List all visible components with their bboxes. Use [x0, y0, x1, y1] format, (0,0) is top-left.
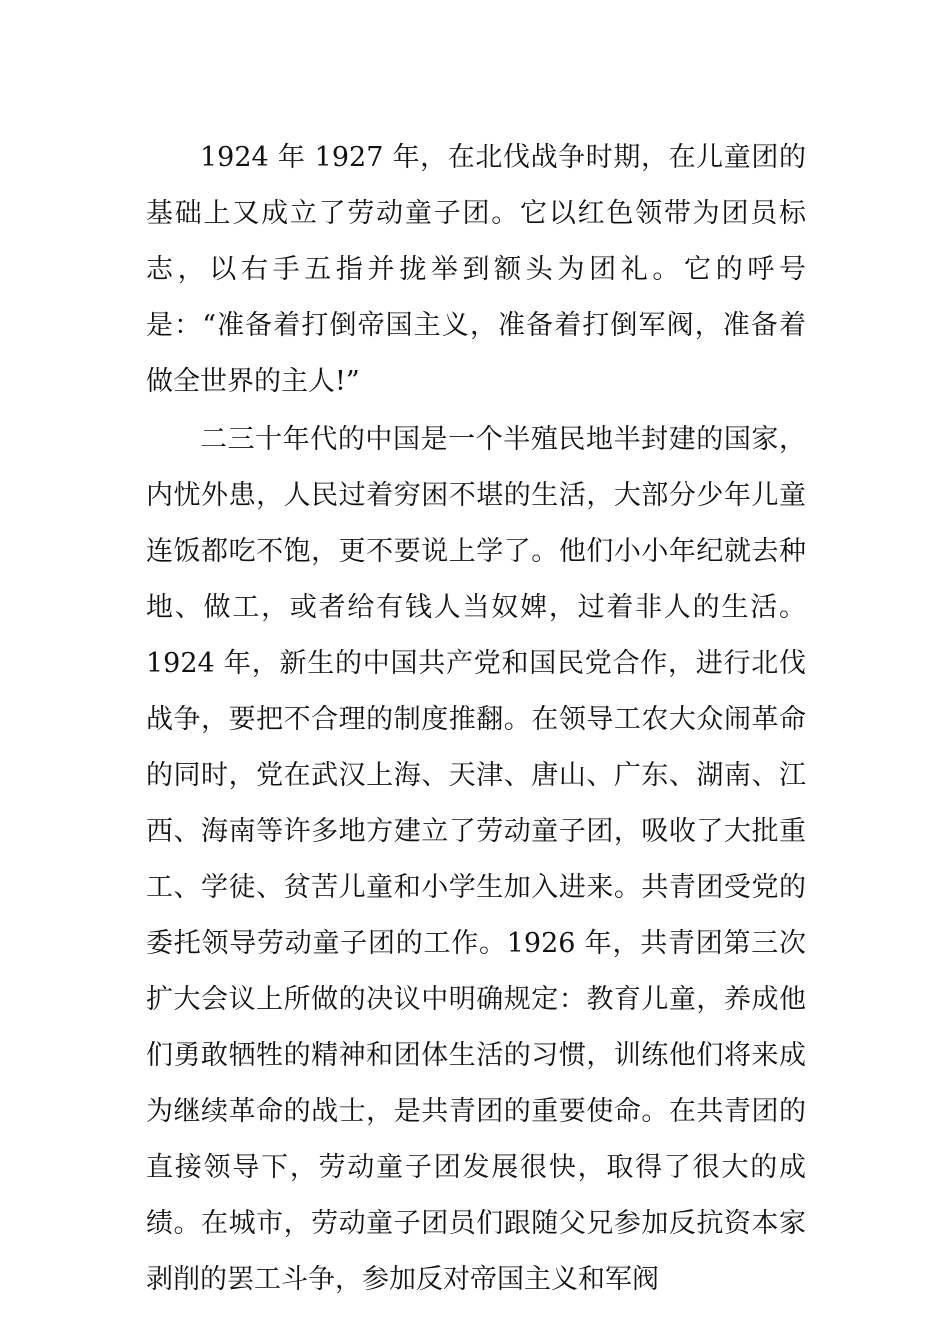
document-body [146, 130, 806, 1308]
paragraph-2: 二三十年代的中国是一个半殖民地半封建的国家，内忧外患，人民过着穷困不堪的生活，大部分少年儿童连饭都吃不饱，更不要说上学了。他们小小年纪就去种地、做工，或者给有钱人当奴婢，过着非人的生活。1924 年，新生的中国共产党和国民党合作，进行北伐战争，要把不合理的制度推翻。在领导工农大众闹革命的同时，党在武汉上海、天津、唐山、广东、湖南、江西、海南等许多地方建立了劳动童子团，吸收了大批重工、学徒、贫苦儿童和小学生加入进来。共青团受党的委托领导劳动童子团的工作。1926 年，共青团第三次扩大会议上所做的决议中明确规定：教育儿童，养成他们勇敢牺牲的精神和团体生活的习惯，训练他们将来成为继续革命的战士，是共青团的重要使命。在共青团的直接领导下，劳动童子团发展很快，取得了很大的成绩。在城市，劳动童子团员们跟随父兄参加反抗资本家剥削的罢工斗争，参加反对帝国主义和军阀 [146, 424, 806, 1295]
paragraph-1: 1924 年 1927 年，在北伐战争时期，在儿童团的基础上又成立了劳动童子团。它以红色领带为团员标志，以右手五指并拢举到额头为团礼。它的呼号是：“准备着打倒帝国主义，准备着打倒军阀，准备着做全世界的主人!” [146, 142, 806, 397]
